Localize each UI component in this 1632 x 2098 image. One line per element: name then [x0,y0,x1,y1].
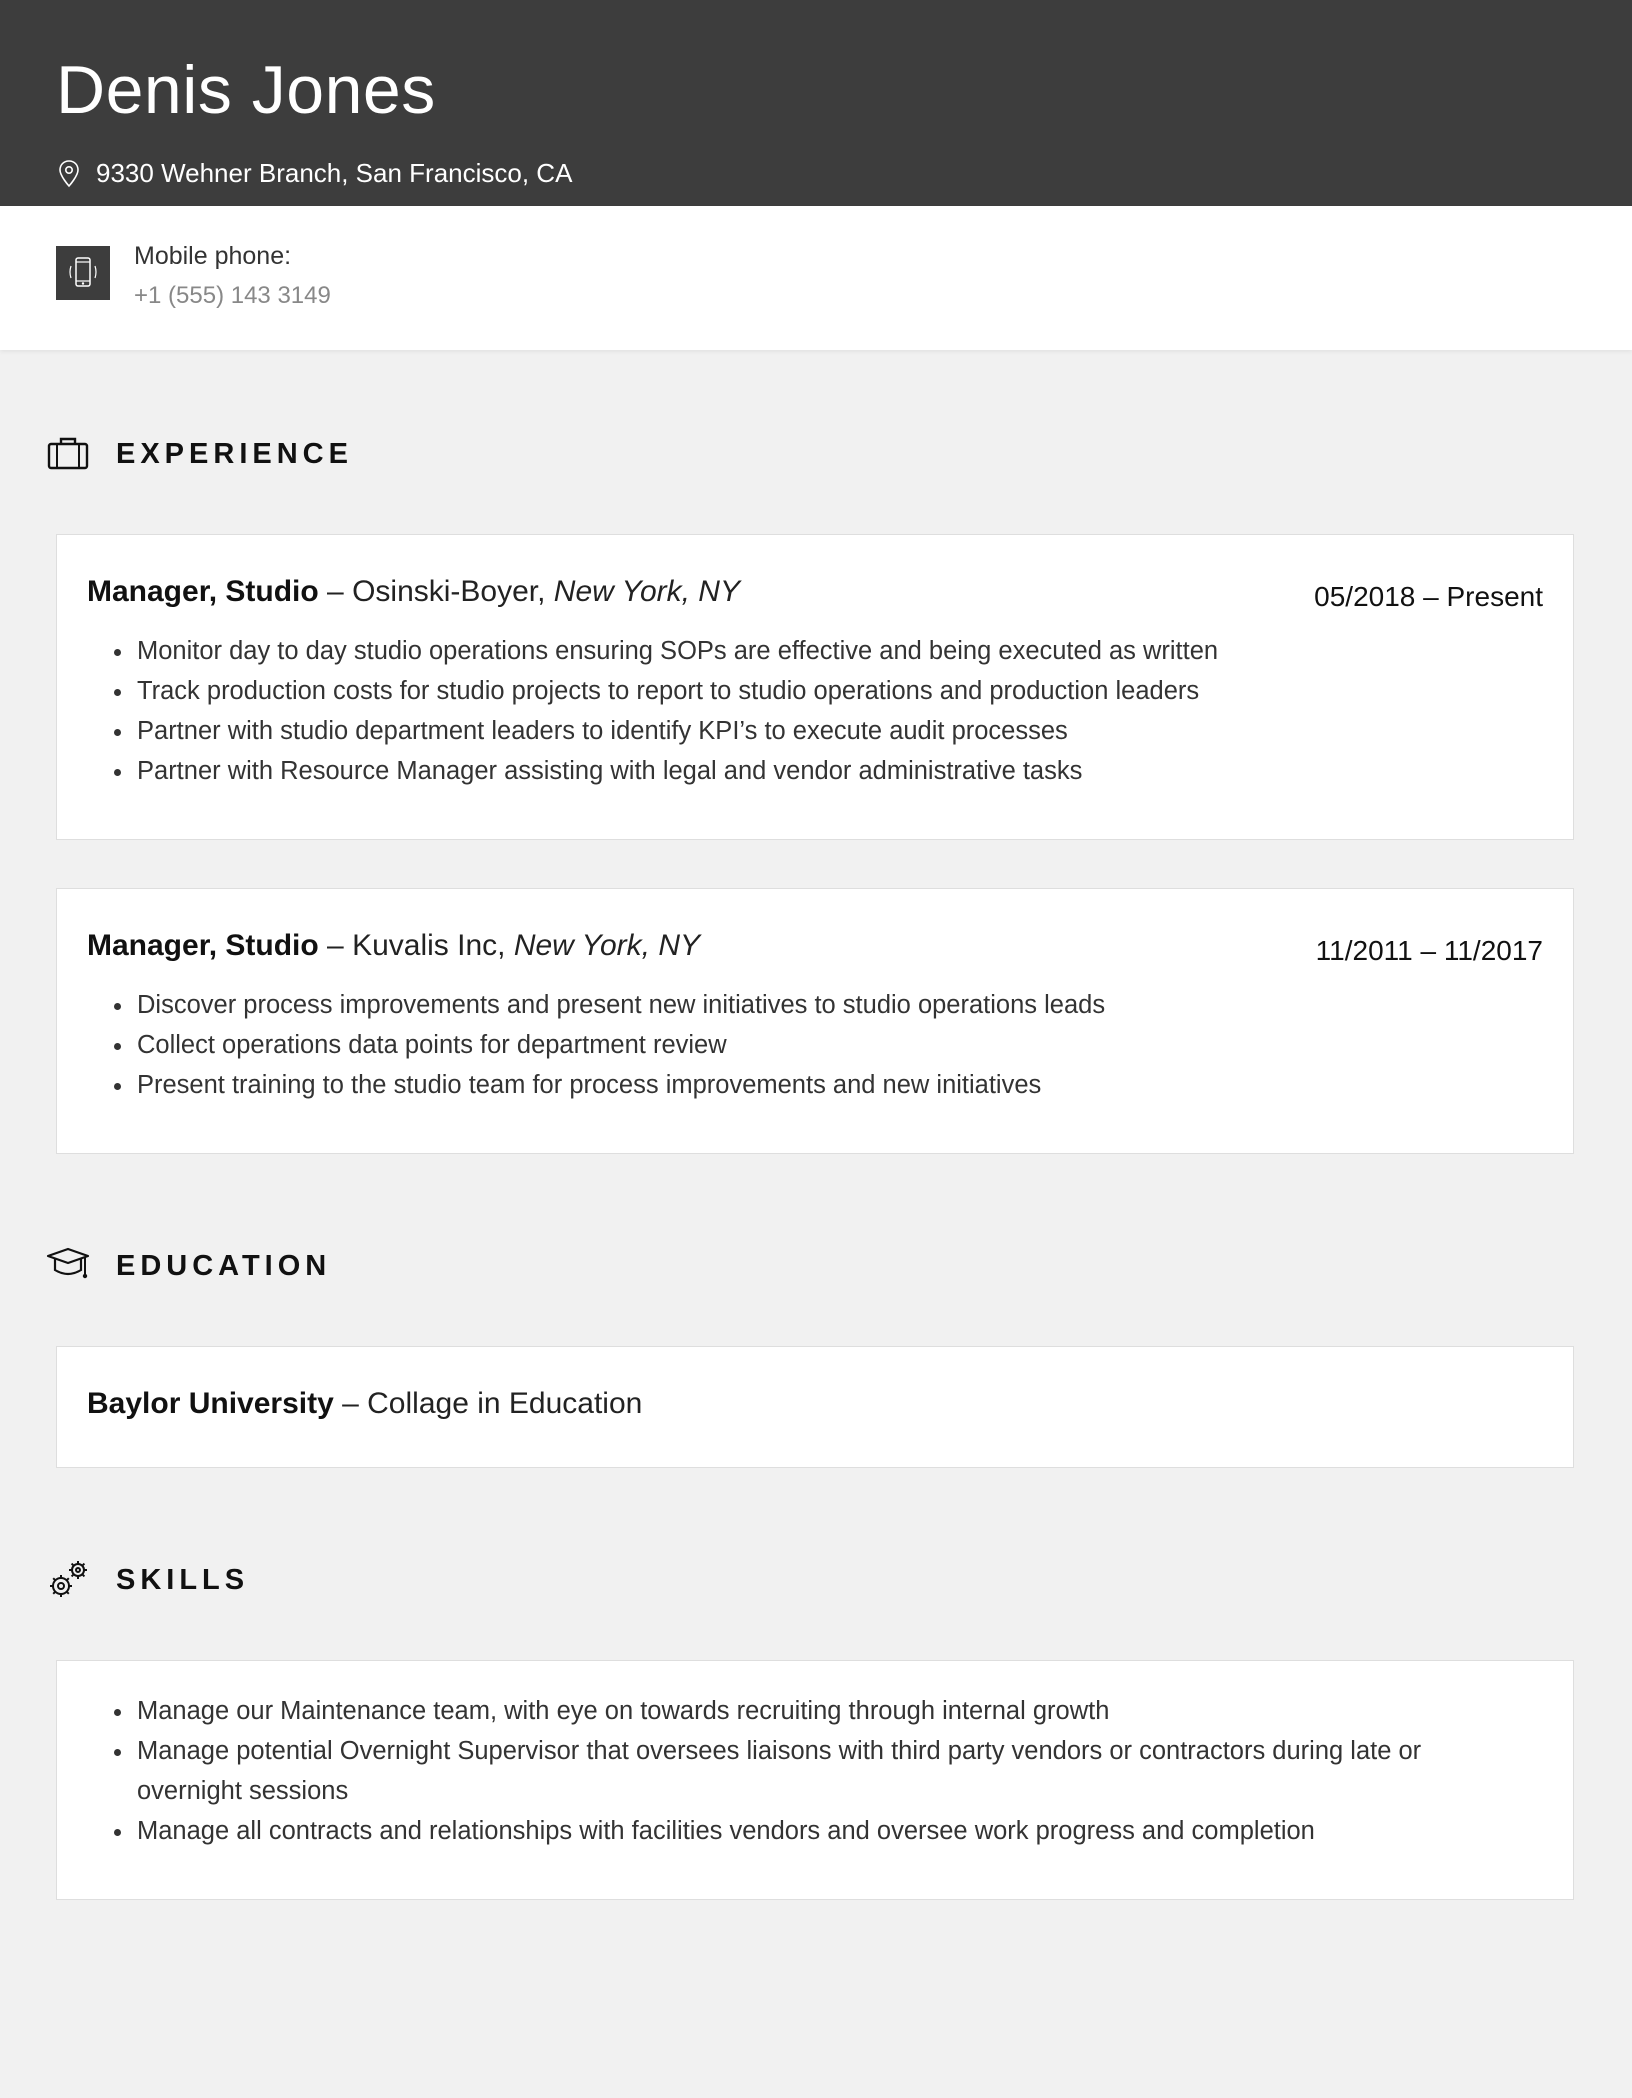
education-line [87,1387,642,1421]
job-role: Manager, Studio [87,575,319,608]
list-item: • Collect operations data points for department review [135,1025,1105,1065]
company-name: Osinski-Boyer [352,575,538,608]
degree: Collage in Education [367,1387,643,1420]
phone-value: +1 (555) 143 3149 [134,282,331,309]
job-location: New York, NY [513,929,700,962]
skills-title: SKILLS [116,1563,250,1596]
separator: – [333,1387,368,1420]
job-dates: 11/2011 – 11/2017 [1315,935,1543,966]
skills-list [57,1691,1573,1851]
experience-entry [56,888,1574,1154]
skills-card [56,1660,1574,1900]
education-entry [56,1346,1574,1468]
location-pin-icon [58,159,80,189]
skills-heading [46,1558,249,1602]
list-item: • Discover process improvements and present new initiatives to studio operations leads [135,985,1105,1025]
list-item: • Track production costs for studio projects to report to studio operations and production leaders [135,671,1218,711]
experience-entry [56,534,1574,840]
phone-label: Mobile phone: [134,242,292,270]
job-bullets [57,631,1338,791]
mobile-phone-icon [56,246,110,300]
separator: – [318,929,353,962]
job-title-line: Manager, Studio – Kuvalis Inc, New York, NY [87,929,700,962]
education-title: EDUCATION [116,1249,332,1282]
job-location: New York, NY [553,575,740,608]
school-name: Baylor University [87,1387,334,1420]
address-line [58,158,572,189]
separator: – [318,575,353,608]
experience-heading [46,432,353,476]
briefcase-icon [46,432,90,476]
job-title-line: Manager, Studio – Osinski-Boyer, New York, NY [87,575,740,608]
resume-header [0,0,1632,206]
job-bullets [57,985,1225,1105]
job-dates: 05/2018 – Present [1314,581,1543,612]
candidate-name: Denis Jones [56,52,436,128]
experience-title: EXPERIENCE [116,437,353,470]
list-item: • Present training to the studio team for process improvements and new initiatives [135,1065,1105,1105]
list-item: • Partner with studio department leaders to identify KPI’s to execute audit processes [135,711,1218,751]
contact-band [0,206,1632,350]
company-name: Kuvalis Inc [352,929,498,962]
list-item: • Manage all contracts and relationships with facilities vendors and oversee work progress and completion [135,1811,1453,1851]
address-text: 9330 Wehner Branch, San Francisco, CA [96,158,573,188]
education-heading [46,1244,331,1288]
list-item: • Manage our Maintenance team, with eye on towards recruiting through internal growth [135,1691,1453,1731]
list-item: • Partner with Resource Manager assisting with legal and vendor administrative tasks [135,751,1218,791]
gears-icon [46,1558,90,1602]
list-item: • Manage potential Overnight Supervisor that oversees liaisons with third party vendors or contractors during late or overnight sessions [135,1731,1453,1811]
graduation-cap-icon [46,1244,90,1288]
job-role: Manager, Studio [87,929,319,962]
list-item: • Monitor day to day studio operations ensuring SOPs are effective and being executed as written [135,631,1218,671]
